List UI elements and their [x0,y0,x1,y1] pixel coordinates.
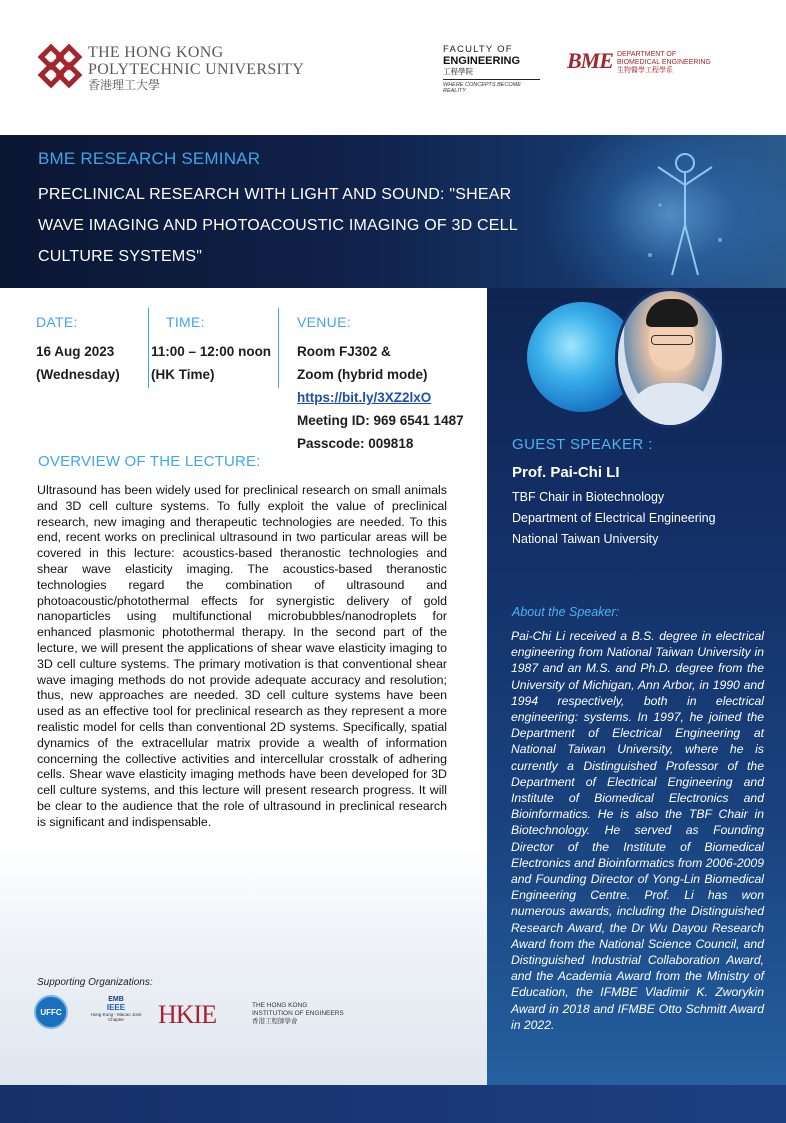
date-value: 16 Aug 2023 [36,344,115,359]
footer-bar [0,1085,786,1123]
time-value: 11:00 – 12:00 noon [151,344,272,359]
header [0,0,786,135]
ieee-label: IEEE [106,1003,126,1012]
hkie-name [252,1002,344,1026]
bme-dept-line2: BIOMEDICAL ENGINEERING [617,59,711,66]
date-weekday: (Wednesday) [36,367,120,382]
seminar-series-label: BME RESEARCH SEMINAR [38,149,261,168]
venue-room: Room FJ302 & [297,344,391,359]
seminar-banner [0,135,786,288]
date-label: DATE: [36,314,78,330]
hkie-line2: INSTITUTION OF ENGINEERS [252,1010,344,1017]
polyu-wordmark [88,44,304,93]
hkie-chinese: 香港工程師學會 [252,1018,298,1025]
date-block [36,314,120,386]
seminar-title: PRECLINICAL RESEARCH WITH LIGHT AND SOUND: "SHEAR WAVE IMAGING AND PHOTOACOUSTIC IMAGING OF 3D CELL CULTURE SYSTEMS" [38,186,518,265]
left-column [0,288,487,1085]
time-label: TIME: [166,314,205,330]
guest-speaker-heading: GUEST SPEAKER : [512,436,653,453]
faculty-line1: FACULTY OF [443,44,513,55]
ieee-chapter-label: Hong Kong - Macao Joint Chapter [90,1012,142,1022]
photo-hair [646,299,698,327]
uffc-logo: UFFC [34,995,68,1029]
bme-dept-line1: DEPARTMENT OF [617,51,677,58]
passcode: Passcode: 009818 [297,436,414,451]
left-background-fade [0,848,487,1085]
venue-zoom: Zoom (hybrid mode) [297,367,428,382]
photo-shirt [626,383,718,428]
overview-text: Ultrasound has been widely used for preclinical research on small animals and 3D cell culture systems. To fully exploit the value of preclinical research, new imaging and therapeutic technologies are needed. To this end, recent works on preclinical ultrasound in two particular areas will be covered in this lecture: acoustics-based theranostic technologies and shear wave elasticity imaging. The acoustics-based theranostic technologies regard the combination of ultrasound and photoacoustic/photothermal effects for synergistic delivery of gold nanoparticles using multifunctional microbubbles/nanodroplets for enhanced plasmonic photothermal therapy. In the second part of the lecture, we will present the applications of shear wave elasticity imaging to 3D cell culture systems. The primary motivation is that conventional shear wave imaging methods do not provide adequate accuracy and resolution; thus, new approaches are needed. 3D cell culture systems have been used as an effective tool for preclinical research as they represent a more realistic model for cells than conventional 2D systems. Specifically, spatial dynamics of the extracellular matrix provide a wealth of information concerning the collective activities and intercellular crosstalk of adhering cells. Shear wave elasticity imaging methods have been developed for 3D cell culture systems, and this lecture will present research progress. It will be clear to the audience that the role of ultrasound in preclinical research is significant and indispensable. [37,483,447,829]
venue-block [297,314,464,455]
polyu-name-chinese: 香港理工大學 [88,78,161,92]
info-divider [278,308,279,388]
about-speaker-text: Pai-Chi Li received a B.S. degree in electrical engineering from National Taiwan University in 1987 and an M.S. and Ph.D. degree from the University of Michigan, Ann Arbor, in 1990 and 1994 respectively, both in electrical engineering: systems. In 1997, he joined the Department of Electrical Engineering at National Taiwan University, where he is currently a Distinguished Professor of the Department of Electrical Engineering and Institute of Biomedical Electronics and Bioinformatics. He is also the TBF Chair in Biotechnology. He served as Founding Director of the Institute of Biomedical Electronics and Bioinformatics from 2006-2009 and Founding Director of Yong-Lin Biomedical Engineering Centre. Prof. Li has won numerous awards, including the Distinguished Research Award, the Dr Wu Dayou Research Award from the National Science Council, and Distinguished Industrial Collaboration Award, and the Academia Award from the Ministry of Education, the IFMBE Vladimir K. Zworykin Award in 2018 and IFMBE Otto Schmitt Award in 2022. [511,629,764,1032]
emb-label: EMB [108,996,124,1003]
speaker-university: National Taiwan University [512,532,659,546]
bme-dept-chinese: 生物醫學工程學系 [617,67,673,74]
polyu-name-line2: POLYTECHNIC UNIVERSITY [88,61,305,78]
speaker-department: Department of Electrical Engineering [512,511,716,525]
about-speaker-heading: About the Speaker: [512,605,620,619]
faculty-line2: ENGINEERING [443,55,521,67]
polyu-name-line1: THE HONG KONG [88,44,224,61]
zoom-link[interactable]: https://bit.ly/3XZ2lxO [297,390,432,405]
polyu-logo-icon [36,42,84,90]
faculty-divider [443,79,540,80]
overview-heading: OVERVIEW OF THE LECTURE: [38,453,261,470]
emb-ieee-logo [88,996,144,1022]
hkie-logo: HKIE [158,1000,217,1029]
faculty-logo [443,44,543,94]
faculty-tagline: WHERE CONCEPTS BECOME REALITY [443,82,521,94]
speaker-name: Prof. Pai-Chi LI [512,464,620,481]
photo-glasses [651,335,693,345]
right-column [487,288,786,1085]
venue-label: VENUE: [297,314,351,330]
time-block [151,314,271,386]
supporting-organizations-heading: Supporting Organizations: [37,977,153,988]
hkie-line1: THE HONG KONG [252,1002,308,1009]
meeting-id: Meeting ID: 969 6541 1487 [297,413,464,428]
speaker-title: TBF Chair in Biotechnology [512,490,665,504]
faculty-chinese: 工程學院 [443,67,473,76]
info-divider [148,308,149,388]
human-figure-icon [640,145,730,285]
bme-logo: BME [567,48,613,73]
speaker-photo [615,288,725,428]
bme-department [617,51,711,75]
time-zone: (HK Time) [151,367,215,382]
